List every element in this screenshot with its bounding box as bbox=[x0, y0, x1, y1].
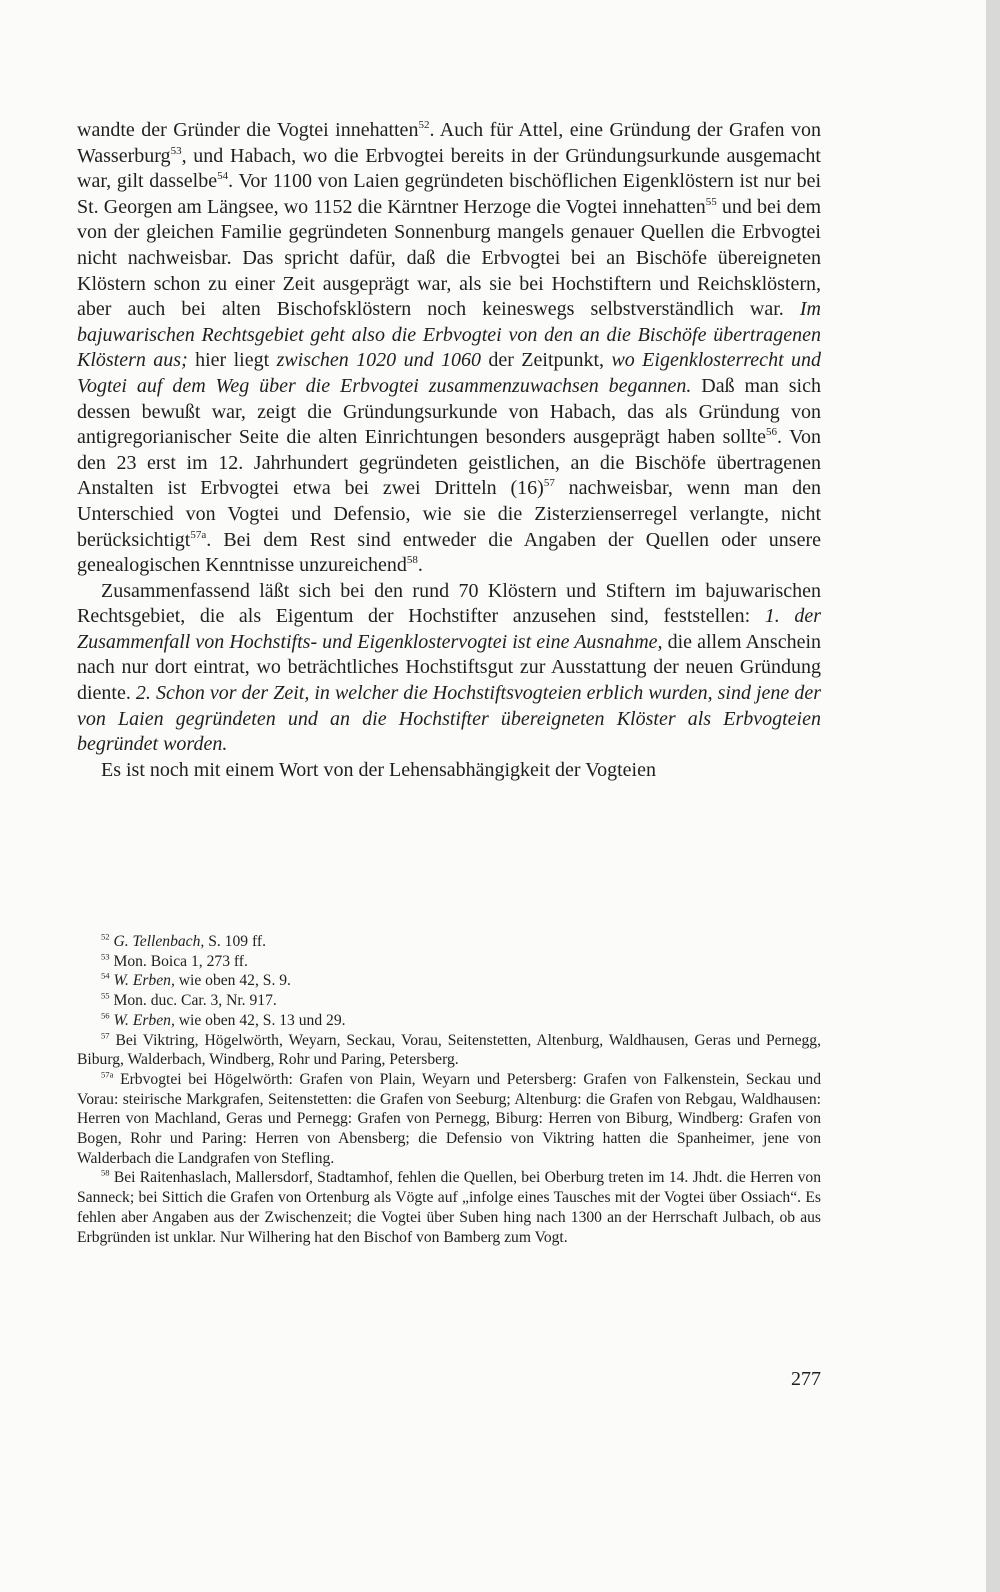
text-run: . bbox=[417, 554, 423, 577]
emphasis-text: 1. der Zusammenfall von Hochstifts- und Eigenklostervogtei ist eine Ausnahme, bbox=[77, 605, 821, 653]
text-run: wandte der Gründer die Vogtei innehatten bbox=[77, 119, 419, 141]
footnote-ref: 56 bbox=[101, 1010, 110, 1021]
page-number: 277 bbox=[791, 1368, 821, 1390]
text-run: . Bei dem Rest sind entweder die Angaben der Quellen oder unsere genealogischen Kenntnisse unzureichend bbox=[77, 528, 821, 577]
emphasis-text: W. Erben, bbox=[113, 1011, 175, 1029]
text-run: und bei dem von der gleichen Familie gegründeten Sonnenburg mangels genauer Quellen die Erbvogtei nicht nachweisbar. Das spricht dafür, daß die Erbvogtei bei an Bischöfe übereigneten Klöstern schon zu einer Zeit ausgeprägt war, als sie bei Hochstiftern und Reichsklöstern, aber auch bei alten Bischofsklöstern noch keineswegs selbstverständlich war. bbox=[77, 195, 821, 321]
footnote-ref: 57 bbox=[101, 1030, 110, 1041]
text-run: . Auch für Attel, eine Gründung der Grafen von Wasserburg bbox=[77, 119, 821, 167]
emphasis-text: 2. Schon vor der Zeit, in welcher die Hochstiftsvogteien erblich wurden, sind jene der von Laien gegründeten und an die Hochstifter übereigneten Klöster als Erbvogteien begründet worden. bbox=[77, 682, 821, 756]
text-run: die allem Anschein nach nur dort eintrat, wo beträchtliches Hochstiftsgut zur Ausstattung der neuen Gründung diente. bbox=[77, 630, 822, 705]
footnote-ref: 55 bbox=[101, 990, 110, 1001]
footnote-ref: 53 bbox=[170, 144, 182, 157]
emphasis-text: Im bajuwarischen Rechtsgebiet geht also die Erbvogtei von den an die Bischöfe übertragenen Klöstern aus; bbox=[77, 298, 821, 372]
paragraph-1 bbox=[77, 118, 821, 579]
footnote-ref: 57a bbox=[101, 1069, 114, 1080]
footnote-ref: 57a bbox=[190, 528, 207, 541]
text-run: Erbvogtei bei Högelwörth: Grafen von Plain, Weyarn und Petersberg: Grafen von Falkenstein, Seckau und Vorau: steirische Markgrafen, Seitenstetten: die Grafen von Seeburg; Altenburg: die Grafen von Rebgau, Waldhausen: Herren von Machland, Geras und Pernegg: Grafen von Pernegg, Biburg: Herren von Biburg, Windberg: Grafen von Bogen, Rohr und Paring: Herren von Abensberg; die Defensio von Viktring hatten die Spanheimer, jene von Walderbach die Landgrafen von Stefling. bbox=[77, 1070, 821, 1167]
paragraph-2 bbox=[77, 579, 821, 758]
text-run: Mon. duc. Car. 3, Nr. 917. bbox=[109, 992, 277, 1010]
footnote-ref: 53 bbox=[101, 951, 110, 962]
footnote-57a bbox=[77, 1070, 821, 1169]
footnote-52 bbox=[77, 932, 821, 952]
emphasis-text: G. Tellenbach, bbox=[113, 933, 205, 950]
text-run: der Zeitpunkt, bbox=[480, 349, 612, 372]
footnote-56 bbox=[77, 1011, 821, 1031]
footnote-ref: 52 bbox=[101, 931, 110, 942]
footnote-ref: 58 bbox=[101, 1168, 110, 1179]
footnote-ref: 58 bbox=[406, 553, 418, 566]
text-run: hier liegt bbox=[187, 349, 277, 372]
text-run: nachweisbar, wenn man den Unterschied von Vogtei und Defensio, wie sie die Zisterzienserregel verlangte, nicht berücksichtigt bbox=[77, 477, 822, 551]
emphasis-text: wo Eigenklosterrecht und Vogtei auf dem Weg über die Erbvogtei zusammenzuwachsen begannen. bbox=[77, 349, 822, 397]
text-run: . Von den 23 erst im 12. Jahrhundert gegründeten geistlichen, an die Bischöfe übertragenen Anstalten ist Erbvogtei etwa bei zwei Dritteln (16) bbox=[77, 426, 821, 500]
page-edge-shadow bbox=[986, 0, 1000, 1592]
text-run: . Vor 1100 von Laien gegründeten bischöflichen Eigenklöstern ist nur bei St. Georgen am Längsee, wo 1152 die Kärntner Herzoge die Vogtei innehatten bbox=[77, 170, 821, 218]
footnote-ref: 54 bbox=[217, 169, 229, 182]
text-run: Es ist noch mit einem Wort von der Lehensabhängigkeit der Vogteien bbox=[101, 758, 656, 781]
text-run: Daß man sich dessen bewußt war, zeigt die Gründungsurkunde von Habach, das als Gründung von antigregorianischer Seite die alten Einrichtungen besonders ausgeprägt haben sollte bbox=[77, 374, 821, 449]
emphasis-text: zwischen 1020 und 1060 bbox=[276, 349, 481, 372]
footnote-57 bbox=[77, 1031, 821, 1070]
footnote-ref: 55 bbox=[705, 195, 717, 208]
paragraph-3 bbox=[77, 758, 821, 784]
emphasis-text: W. Erben, bbox=[113, 972, 175, 990]
text-run: S. 109 ff. bbox=[204, 933, 266, 950]
footnote-ref: 54 bbox=[101, 970, 110, 981]
footnote-58 bbox=[77, 1168, 821, 1247]
text-run: wie oben 42, S. 9. bbox=[174, 972, 291, 990]
footnote-ref: 52 bbox=[418, 118, 430, 131]
footnote-ref: 56 bbox=[765, 425, 777, 438]
text-run: Mon. Boica 1, 273 ff. bbox=[109, 952, 248, 970]
footnote-ref: 57 bbox=[543, 477, 555, 490]
footnote-54 bbox=[77, 971, 821, 991]
text-run: , und Habach, wo die Erbvogtei bereits in der Gründungsurkunde ausgemacht war, gilt dasselbe bbox=[77, 144, 821, 193]
text-run: Zusammenfassend läßt sich bei den rund 70 Klöstern und Stiftern im bajuwarischen Rechtsgebiet, die als Eigentum der Hochstifter anzusehen sind, feststellen: bbox=[77, 579, 821, 628]
footnote-53 bbox=[77, 952, 821, 972]
main-text bbox=[77, 118, 821, 783]
text-run: Bei Viktring, Högelwörth, Weyarn, Seckau, Vorau, Seitenstetten, Altenburg, Waldhausen, Geras und Pernegg, Biburg, Walderbach, Windberg, Rohr und Paring, Petersberg. bbox=[77, 1031, 821, 1069]
footnote-55 bbox=[77, 991, 821, 1011]
text-run: Bei Raitenhaslach, Mallersdorf, Stadtamhof, fehlen die Quellen, bei Oberburg treten im 14. Jhdt. die Herren von Sanneck; bei Sittich die Grafen von Ortenburg als Vögte auf „infolge eines Tausches mit der Vogtei über Ossiach“. Es fehlen aber Angaben aus der Zwischenzeit; die Vogtei über Suben hing nach 1300 an der Herrschaft Julbach, ob aus Erbgründen ist unklar. Nur Wilhering hat den Bischof von Bamberg zum Vogt. bbox=[77, 1169, 821, 1246]
text-run: wie oben 42, S. 13 und 29. bbox=[174, 1011, 346, 1029]
footnotes bbox=[77, 932, 821, 1247]
